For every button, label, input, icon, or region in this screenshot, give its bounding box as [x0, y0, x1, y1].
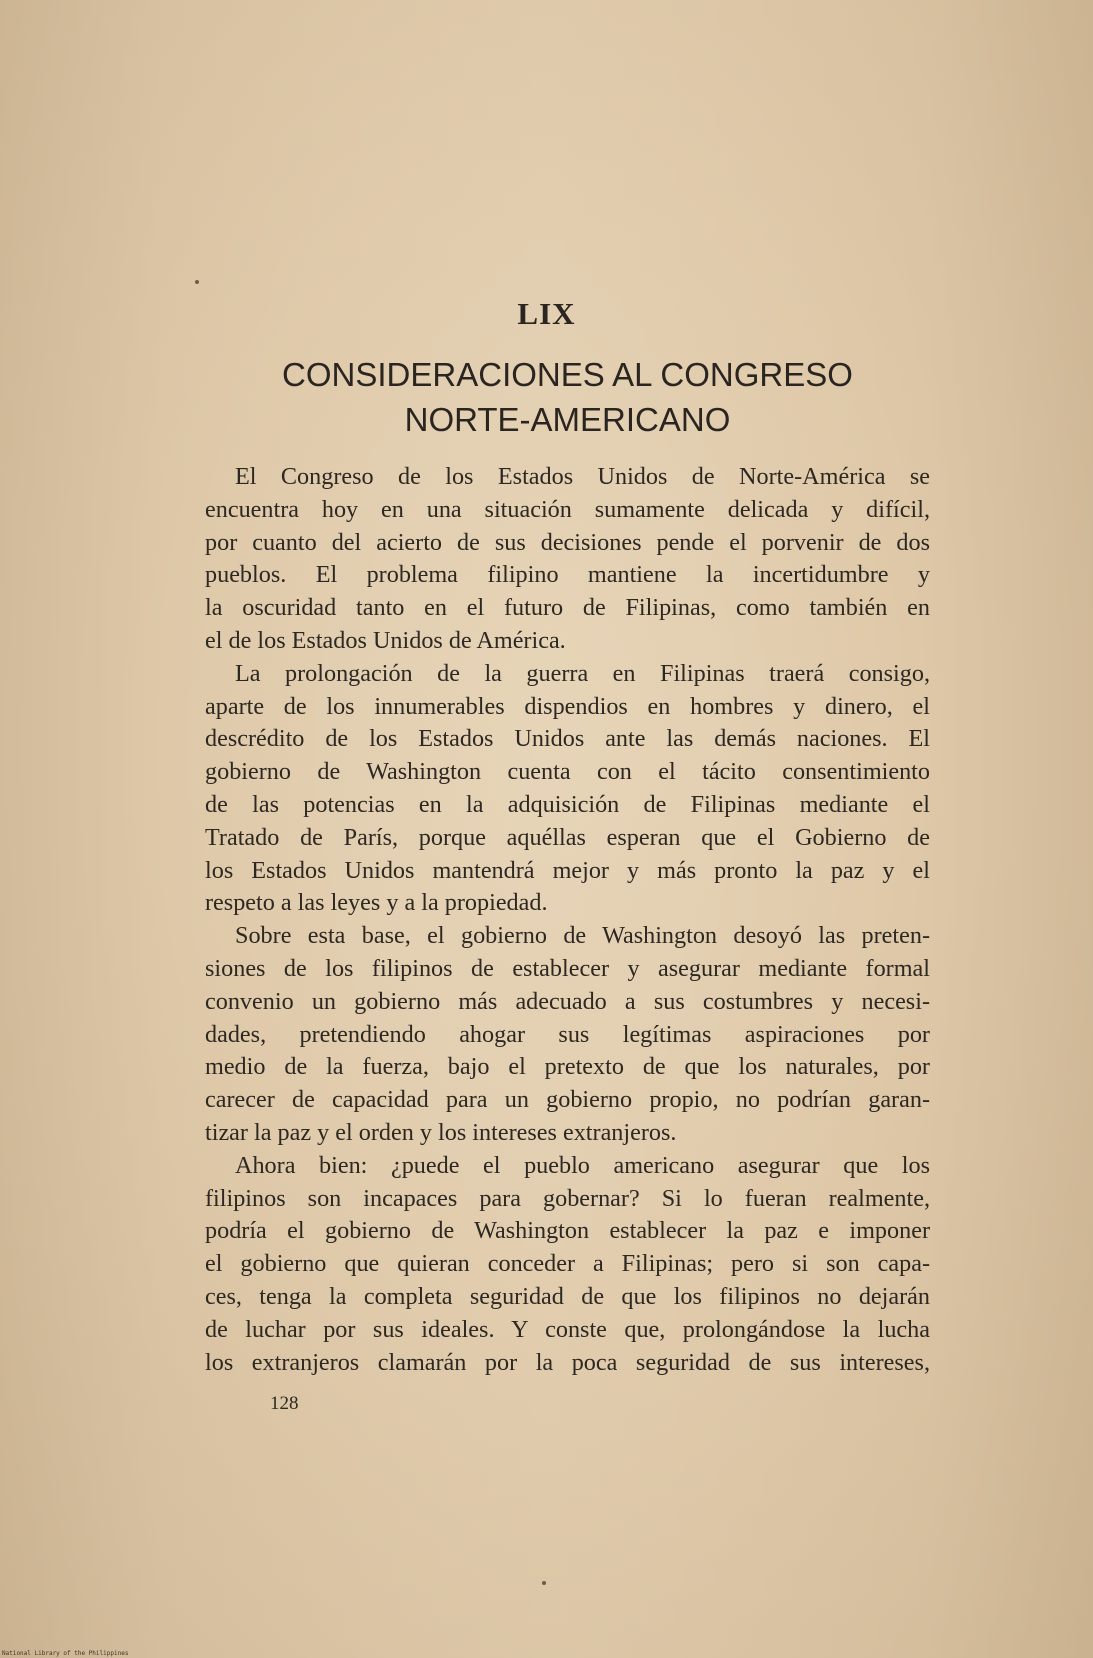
- text-line: gobierno de Washington cuenta con el tácito consentimiento: [205, 758, 930, 786]
- text-line: Ahora bien: ¿puede el pueblo americano asegurar que los: [235, 1151, 930, 1179]
- text-line: de las potencias en la adquisición de Filipinas mediante el: [205, 790, 930, 818]
- paper-speck: [542, 1581, 546, 1585]
- text-line: la oscuridad tanto en el futuro de Filipinas, como también en: [205, 594, 930, 622]
- text-line: La prolongación de la guerra en Filipinas traerá consigo,: [235, 659, 930, 687]
- paper-speck: [195, 280, 199, 284]
- paragraph-4: [205, 1150, 930, 1380]
- text-line: encuentra hoy en una situación sumamente delicada y difícil,: [205, 495, 930, 523]
- text-line: ces, tenga la completa seguridad de que los filipinos no dejarán: [205, 1282, 930, 1310]
- text-line: Sobre esta base, el gobierno de Washington desoyó las preten-: [235, 922, 930, 950]
- text-line: descrédito de los Estados Unidos ante las demás naciones. El: [205, 725, 930, 753]
- chapter-title-line-2: NORTE-AMERICANO: [404, 401, 731, 438]
- text-line: carecer de capacidad para un gobierno propio, no podrían garan-: [205, 1086, 930, 1114]
- text-line: respeto a las leyes y a la propiedad.: [205, 889, 548, 917]
- text-line: el de los Estados Unidos de América.: [205, 626, 566, 654]
- footer-credit: National Library of the Philippines: [2, 1650, 129, 1657]
- paragraph-1: [205, 461, 930, 658]
- text-line: filipinos son incapaces para gobernar? Si lo fueran realmente,: [205, 1184, 930, 1212]
- body-text: [205, 461, 930, 1379]
- text-line: de luchar por sus ideales. Y conste que, prolongándose la lucha: [205, 1315, 930, 1343]
- text-line: los Estados Unidos mantendrá mejor y más pronto la paz y el: [205, 856, 930, 884]
- chapter-title: [150, 352, 985, 442]
- text-line: por cuanto del acierto de sus decisiones pende el porvenir de dos: [205, 528, 930, 556]
- text-line: convenio un gobierno más adecuado a sus costumbres y necesi-: [205, 987, 930, 1015]
- text-line: el gobierno que quieran conceder a Filipinas; pero si son capa-: [205, 1250, 930, 1278]
- chapter-number: LIX: [517, 296, 576, 331]
- text-line: podría el gobierno de Washington establecer la paz e imponer: [205, 1217, 930, 1245]
- text-line: tizar la paz y el orden y los intereses extranjeros.: [205, 1118, 677, 1146]
- text-line: Tratado de París, porque aquéllas esperan que el Gobierno de: [205, 823, 930, 851]
- chapter-title-line-1: CONSIDERACIONES AL CONGRESO: [282, 356, 853, 393]
- text-line: medio de la fuerza, bajo el pretexto de que los naturales, por: [205, 1053, 930, 1081]
- text-line: los extranjeros clamarán por la poca seguridad de sus intereses,: [205, 1348, 930, 1376]
- text-line: dades, pretendiendo ahogar sus legítimas aspiraciones por: [205, 1020, 930, 1048]
- text-line: pueblos. El problema filipino mantiene la incertidumbre y: [205, 561, 930, 589]
- page-number: 128: [270, 1393, 299, 1414]
- paragraph-3: [205, 920, 930, 1150]
- text-line: siones de los filipinos de establecer y asegurar mediante formal: [205, 954, 930, 982]
- text-line: El Congreso de los Estados Unidos de Norte-América se: [235, 463, 930, 490]
- paragraph-2: [205, 658, 930, 920]
- text-line: aparte de los innumerables dispendios en hombres y dinero, el: [205, 692, 930, 720]
